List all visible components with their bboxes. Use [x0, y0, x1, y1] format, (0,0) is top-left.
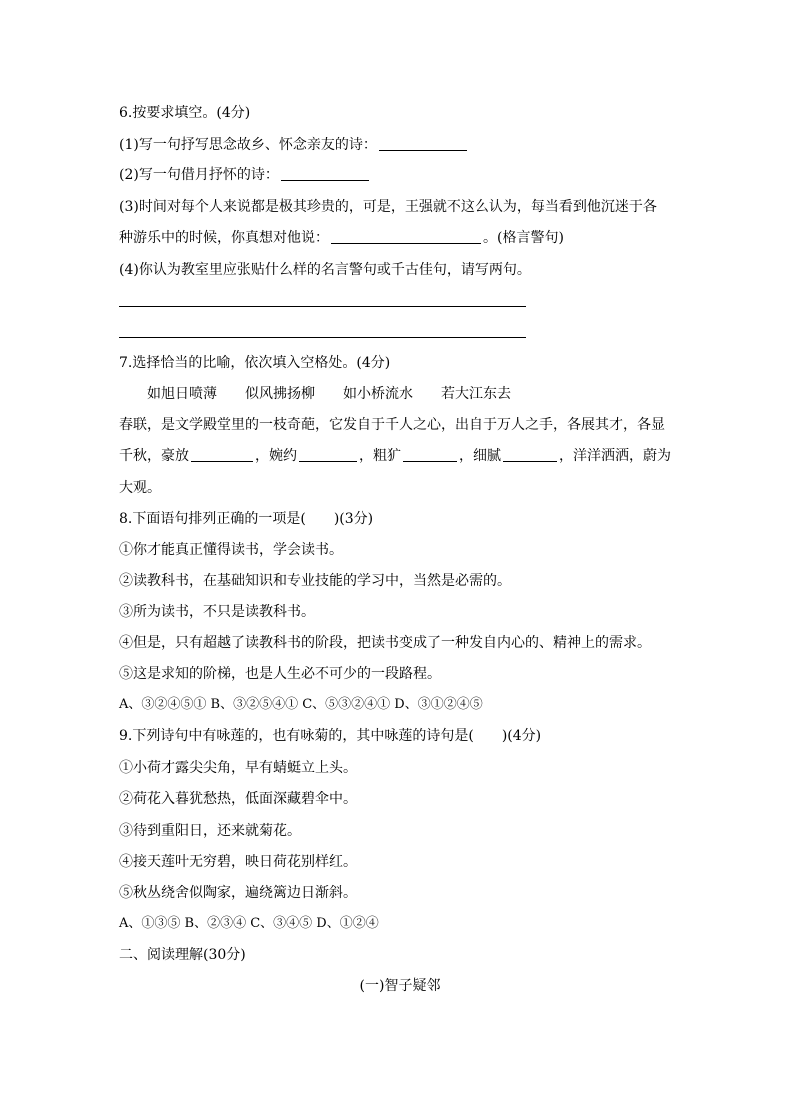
- q6-part2-text: (2)写一句借月抒怀的诗：: [119, 167, 279, 183]
- answer-blank[interactable]: [299, 447, 357, 462]
- q6-part3-hint: 。(格言警句): [483, 230, 564, 246]
- q7-passage-line2: [119, 447, 671, 465]
- q6-part3-text: 种游乐中的时候，你真想对他说：: [119, 230, 329, 246]
- q6-part4: (4)你认为教室里应张贴什么样的名言警句或千古佳句，请写两句。: [119, 262, 531, 278]
- answer-blank[interactable]: [403, 447, 457, 462]
- q7-passage-line1: 春联，是文学殿堂里的一枝奇葩，它发自于千人之心，出自于万人之手，各展其才，各显: [119, 417, 665, 433]
- q8-choices: A、③②④⑤① B、③②⑤④① C、⑤③②④① D、③①②④⑤: [119, 697, 483, 712]
- answer-blank[interactable]: [379, 136, 467, 151]
- section-heading: 二、阅读理解(30分): [119, 947, 246, 963]
- q7-text: ，婉约: [255, 448, 297, 464]
- q8-title: 8.下面语句排列正确的一项是( )(3分): [119, 511, 374, 527]
- q8-sentence-5: ⑤这是求知的阶梯，也是人生必不可少的一段路程。: [119, 666, 441, 682]
- q6-part3-line1: (3)时间对每个人来说都是极其珍贵的，可是，王强就不这么认为，每当看到他沉迷于各: [119, 199, 657, 215]
- q9-verse-3: ③待到重阳日，还来就菊花。: [119, 823, 301, 839]
- q7-text: 千秋，豪放: [119, 448, 189, 464]
- answer-blank[interactable]: [503, 447, 557, 462]
- q7-title: 7.选择恰当的比喻，依次填入空格处。(4分): [119, 355, 391, 371]
- q9-choices: A、①③⑤ B、②③④ C、③④⑤ D、①②④: [119, 916, 379, 931]
- answer-line[interactable]: [119, 306, 526, 307]
- q9-title: 9.下列诗句中有咏莲的，也有咏菊的，其中咏莲的诗句是( )(4分): [119, 728, 542, 744]
- q9-verse-1: ①小荷才露尖尖角，早有蜻蜓立上头。: [119, 760, 357, 776]
- q9-verse-5: ⑤秋丛绕舍似陶家，遍绕篱边日渐斜。: [119, 885, 357, 901]
- q7-text: ，粗犷: [359, 448, 401, 464]
- q9-verse-2: ②荷花入暮犹愁热，低面深藏碧伞中。: [119, 791, 357, 807]
- answer-blank[interactable]: [191, 447, 253, 462]
- answer-blank[interactable]: [281, 166, 369, 181]
- q7-options: [147, 385, 511, 403]
- q6-part1-text: (1)写一句抒写思念故乡、怀念亲友的诗：: [119, 137, 377, 153]
- q6-part3-line2: [119, 229, 564, 247]
- q7-option: 如旭日喷薄: [147, 386, 217, 402]
- q7-passage-line3: 大观。: [119, 480, 161, 496]
- answer-line[interactable]: [119, 337, 526, 338]
- answer-blank[interactable]: [331, 229, 481, 244]
- passage-title: (一)智子疑邻: [359, 978, 441, 994]
- q7-text: ，洋洋洒洒，蔚为: [559, 448, 671, 464]
- q7-text: ，细腻: [459, 448, 501, 464]
- q6-part1: [119, 136, 469, 154]
- q8-sentence-4: ④但是，只有超越了读教科书的阶段，把读书变成了一种发自内心的、精神上的需求。: [119, 635, 651, 651]
- q8-sentence-1: ①你才能真正懂得读书，学会读书。: [119, 542, 343, 558]
- q9-verse-4: ④接天莲叶无穷碧，映日荷花别样红。: [119, 854, 357, 870]
- q7-option: 似风拂扬柳: [245, 386, 315, 402]
- q7-option: 如小桥流水: [343, 386, 413, 402]
- q8-sentence-3: ③所为读书，不只是读教科书。: [119, 604, 315, 620]
- q6-part2: [119, 166, 371, 184]
- q6-title: 6.按要求填空。(4分): [119, 105, 251, 121]
- q8-sentence-2: ②读教科书，在基础知识和专业技能的学习中，当然是必需的。: [119, 573, 511, 589]
- q7-option: 若大江东去: [441, 386, 511, 402]
